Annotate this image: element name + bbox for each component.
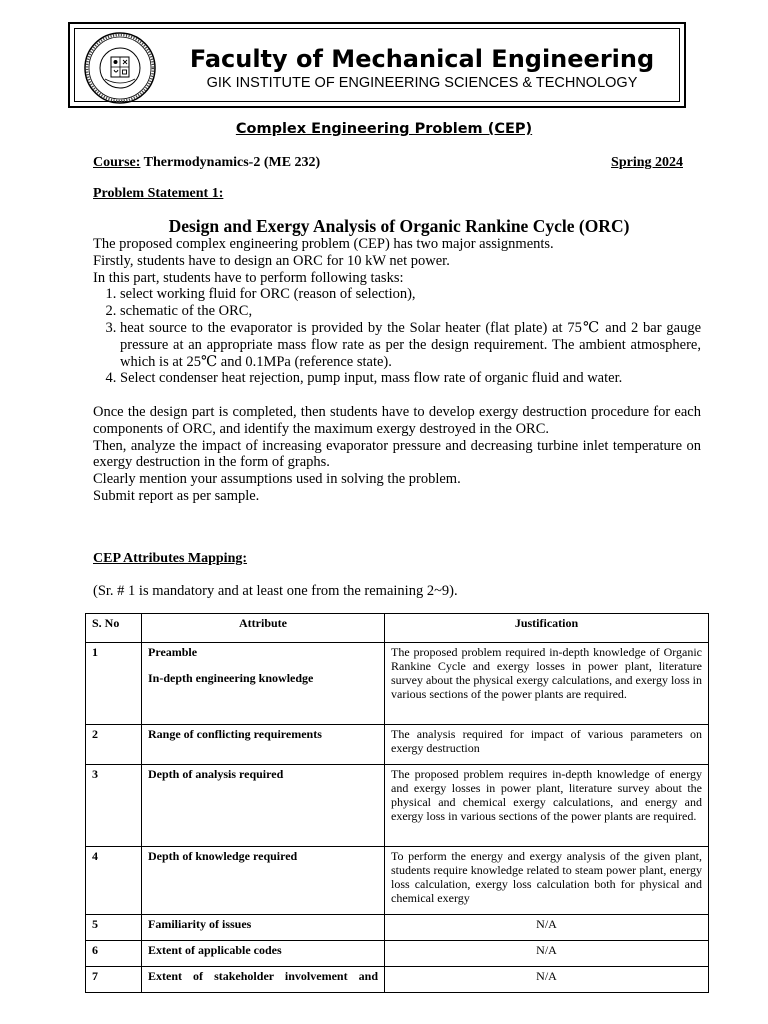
task-item: 3. heat source to the evaporator is provided by the Solar heater (flat plate) at 75℃ and 2 bar gauge pressure at an appropriate mass flow rate as per the design requirement. The ambient atmosphere, which is at 25℃ and 0.1MPa (reference state). xyxy=(120,320,701,370)
table-header-row xyxy=(86,614,709,643)
paragraph: Clearly mention your assumptions used in solving the problem. xyxy=(93,471,461,488)
attributes-table xyxy=(85,613,709,993)
row-justification: N/A xyxy=(385,967,709,993)
row-number: 3 xyxy=(86,765,142,847)
problem-statement-heading: Problem Statement 1: xyxy=(93,186,224,201)
faculty-title: Faculty of Mechanical Engineering xyxy=(189,45,655,73)
task-item: 2. schematic of the ORC, xyxy=(120,303,701,320)
row-justification: The proposed problem requires in-depth knowledge of energy and exergy losses in power plant, literature survey about the physical and chemical exergy calculations, and energy and exergy loss in various sections of the power plants are required. xyxy=(385,765,709,847)
cep-title: Complex Engineering Problem (CEP) xyxy=(235,121,533,137)
table-row xyxy=(86,915,709,941)
course-value: Thermodynamics-2 (ME 232) xyxy=(140,155,321,170)
row-justification: N/A xyxy=(385,941,709,967)
row-justification: The proposed problem required in-depth knowledge of Organic Rankine Cycle and exergy losses in power plant, literature survey about the physical exergy calculations, and exergy loss in various sections of the power plants are required. xyxy=(385,643,709,725)
row-attribute: Range of conflicting requirements xyxy=(142,725,385,765)
attribute-text: In-depth engineering knowledge xyxy=(148,671,314,685)
row-number: 6 xyxy=(86,941,142,967)
intro-line: In this part, students have to perform following tasks: xyxy=(93,269,404,286)
course-row xyxy=(93,155,683,171)
row-attribute: Depth of knowledge required xyxy=(142,847,385,915)
row-attribute: Extent of stakeholder involvement and xyxy=(142,967,385,993)
table-row xyxy=(86,847,709,915)
header-attribute: Attribute xyxy=(142,614,385,643)
attribute-text: Preamble xyxy=(148,645,198,659)
paragraph: Submit report as per sample. xyxy=(93,487,260,504)
row-attribute: Familiarity of issues xyxy=(142,915,385,941)
design-title: Design and Exergy Analysis of Organic Rankine Cycle (ORC) xyxy=(168,216,630,236)
intro-line: Firstly, students have to design an ORC for 10 kW net power. xyxy=(93,252,450,269)
table-row xyxy=(86,725,709,765)
row-number: 2 xyxy=(86,725,142,765)
header-inner-border xyxy=(74,28,680,102)
table-row xyxy=(86,765,709,847)
header-justification: Justification xyxy=(385,614,709,643)
row-attribute: Depth of analysis required xyxy=(142,765,385,847)
header-box xyxy=(68,22,686,108)
intro-line: The proposed complex engineering problem (CEP) has two major assignments. xyxy=(93,236,554,252)
table-row xyxy=(86,643,709,725)
paragraph: Then, analyze the impact of increasing evaporator pressure and decreasing turbine inlet temperature on exergy destruction in the form of graphs. xyxy=(93,437,701,471)
row-attribute xyxy=(142,643,385,725)
course-label: Course: xyxy=(93,155,141,170)
paragraph: Once the design part is completed, then students have to develop exergy destruction procedure for each components of ORC, and identify the maximum exergy destroyed in the ORC. xyxy=(93,403,701,437)
task-item: 1. select working fluid for ORC (reason of selection), xyxy=(120,286,701,303)
semester: Spring 2024 xyxy=(611,155,683,170)
row-number: 4 xyxy=(86,847,142,915)
task-list xyxy=(93,286,701,387)
row-number: 5 xyxy=(86,915,142,941)
attributes-note: (Sr. # 1 is mandatory and at least one from the remaining 2~9). xyxy=(93,583,458,599)
row-number: 1 xyxy=(86,643,142,725)
header-sno: S. No xyxy=(86,614,142,643)
institute-name: GIK INSTITUTE OF ENGINEERING SCIENCES & TECHNOLOGY xyxy=(206,75,638,91)
problem-body xyxy=(93,236,701,505)
row-justification: To perform the energy and exergy analysis of the given plant, students require knowledge related to steam power plant, energy loss calculation, exergy loss calculation both for physical and chemical exergy xyxy=(385,847,709,915)
row-justification: N/A xyxy=(385,915,709,941)
task-item: 4. Select condenser heat rejection, pump input, mass flow rate of organic fluid and water. xyxy=(120,370,701,387)
attributes-heading: CEP Attributes Mapping: xyxy=(93,551,248,566)
row-number: 7 xyxy=(86,967,142,993)
table-row xyxy=(86,967,709,993)
row-justification: The analysis required for impact of various parameters on exergy destruction xyxy=(385,725,709,765)
row-attribute: Extent of applicable codes xyxy=(142,941,385,967)
table-row xyxy=(86,941,709,967)
